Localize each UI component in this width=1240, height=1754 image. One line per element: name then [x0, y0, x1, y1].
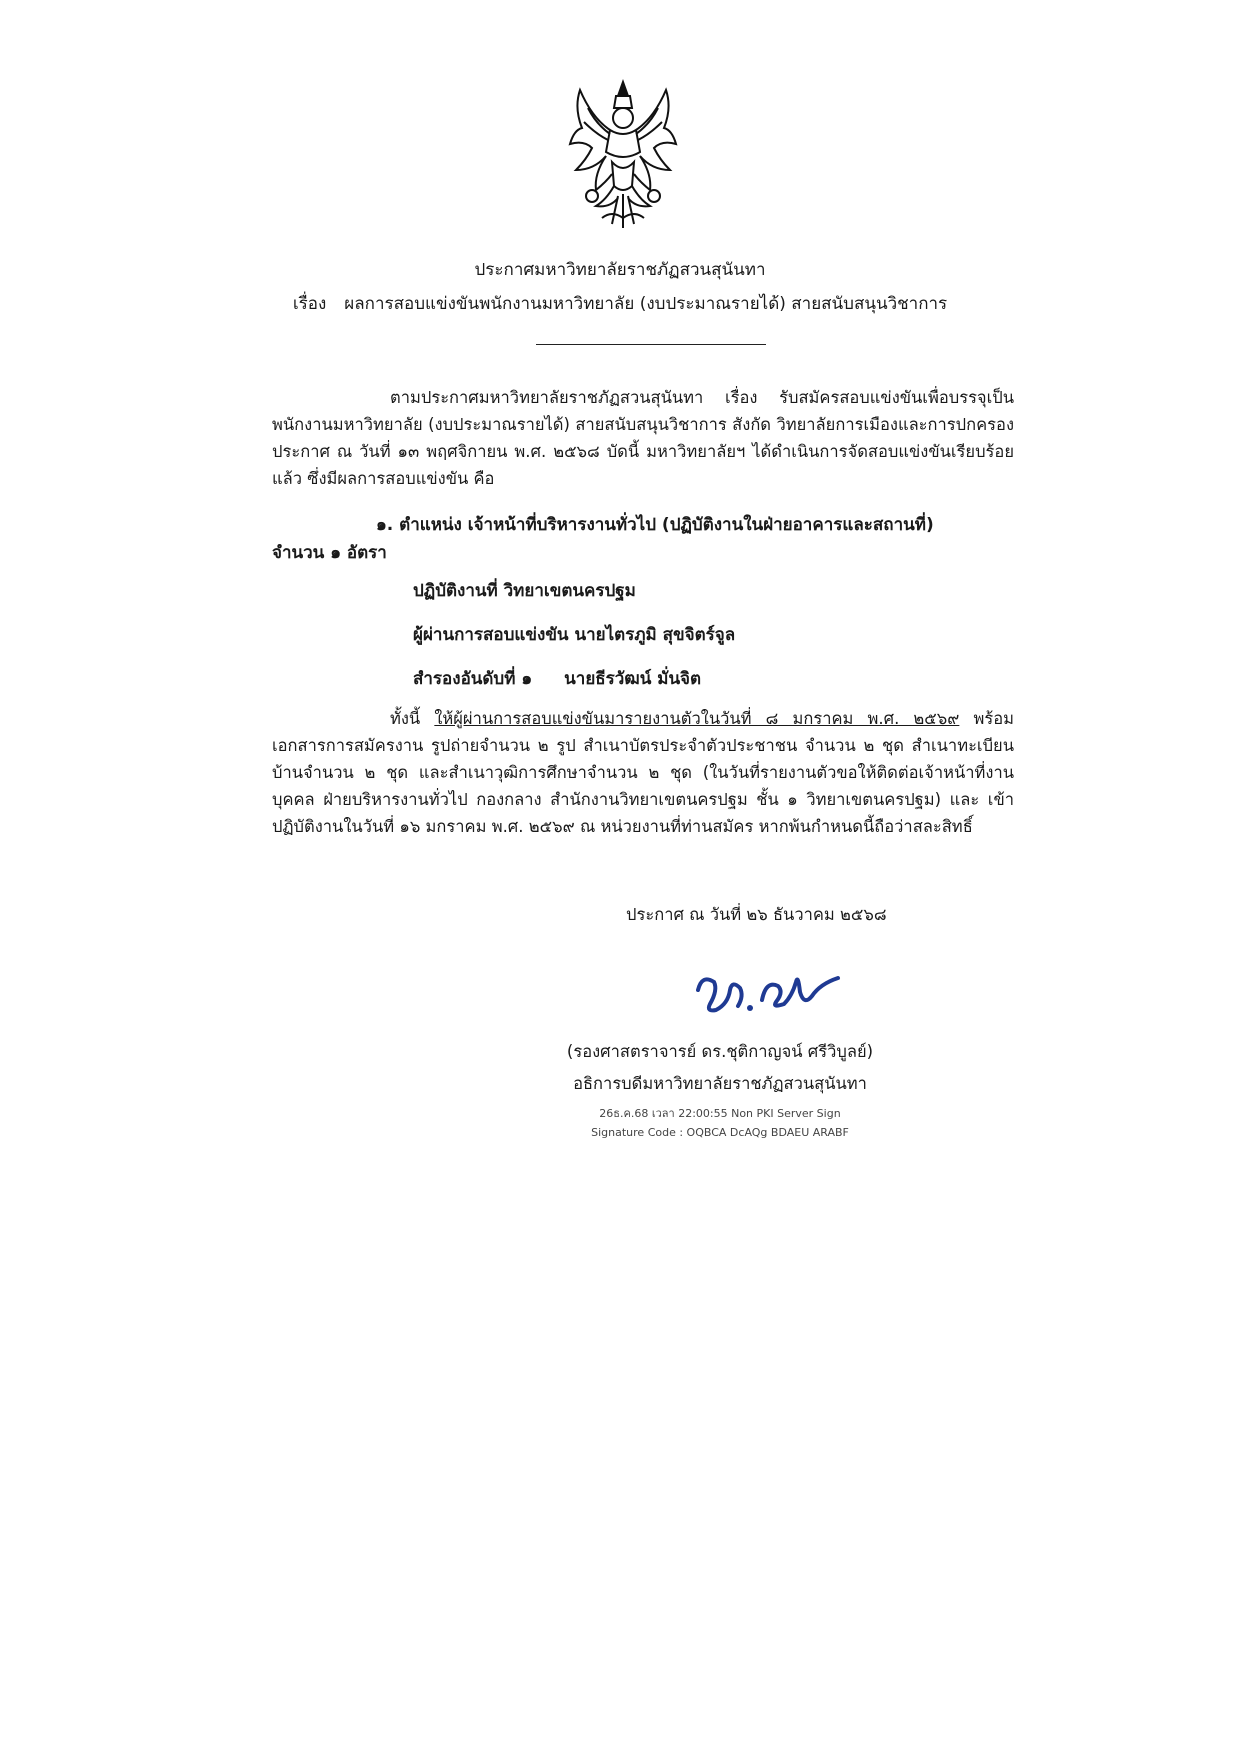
intro-text: ตามประกาศมหาวิทยาลัยราชภัฏสวนสุนันทา เรื่อง รับสมัครสอบแข่งขันเพื่อบรรจุเป็นพนักงานมหาวิทยาลัย (งบประมาณรายได้) สายสนับสนุนวิชาการ สังกัด วิทยาลัยการเมืองและการปกครอง ประกาศ ณ วันที่ ๑๓ พฤศจิกายน พ.ศ. ๒๕๖๘ บัดนี้ มหาวิทยาลัยฯ ได้ดำเนินการจัดสอบแข่งขันเรียบร้อยแล้ว ซึ่งมีผลการสอบแข่งขัน คือ: [272, 388, 1014, 488]
document-title: ประกาศมหาวิทยาลัยราชภัฏสวนสุนันทา: [474, 260, 766, 280]
signature-code: Signature Code : OQBCA DcAQg BDAEU ARABF: [591, 1126, 849, 1139]
instructions-text: พร้อมเอกสารการสมัครงาน รูปถ่ายจำนวน ๒ รูป สำเนาบัตรประจำตัวประชาชน จำนวน ๒ ชุด สำเนาทะเบียนบ้านจำนวน ๒ ชุด และสำเนาวุฒิการศึกษาจำนวน ๒ ชุด (ในวันที่รายงานตัวขอให้ติดต่อเจ้าหน้าที่งานบุคคล ฝ่ายบริหารงานทั่วไป กองกลาง สำนักงานวิทยาเขตนครปฐม ชั้น ๑ วิทยาเขตนครปฐม) และ เข้าปฏิบัติงานในวันที่ ๑๖ มกราคม พ.ศ. ๒๕๖๙ ณ หน่วยงานที่ท่านสมัคร หากพ้นกำหนดนี้ถือว่าสละสิทธิ์: [272, 709, 1014, 836]
sign-timestamp: 26ธ.ค.68 เวลา 22:00:55 Non PKI Server Sign: [599, 1107, 841, 1120]
title-divider: [536, 344, 766, 345]
announcement-date: ประกาศ ณ วันที่ ๒๖ ธันวาคม ๒๕๖๘: [626, 905, 887, 924]
intro-paragraph: [272, 384, 1014, 492]
subject-text: ผลการสอบแข่งขันพนักงานมหาวิทยาลัย (งบประมาณรายได้) สายสนับสนุนวิชาการ: [344, 294, 948, 314]
subject-label: เรื่อง: [292, 294, 327, 314]
passed-label: ผู้ผ่านการสอบแข่งขัน: [413, 625, 569, 645]
garuda-emblem-icon: [566, 78, 680, 230]
reserve-candidate-line: [413, 665, 701, 692]
instructions-paragraph: [272, 705, 1014, 840]
position-amount: จำนวน ๑ อัตรา: [272, 543, 387, 563]
document-subject: [0, 290, 1240, 317]
handwritten-signature: [688, 960, 848, 1022]
passed-name: นายไตรภูมิ สุขจิตร์จูล: [574, 625, 736, 645]
passed-candidate-line: [413, 621, 735, 648]
reserve-name: นายธีรวัฒน์ มั่นจิต: [564, 669, 702, 689]
position-heading: ๑. ตำแหน่ง เจ้าหน้าที่บริหารงานทั่วไป (ปฏิบัติงานในฝ่ายอาคารและสถานที่): [376, 515, 934, 535]
signer-name: (รองศาสตราจารย์ ดร.ชุติกาญจน์ ศรีวิบูลย์): [566, 1042, 874, 1061]
signer-title: อธิการบดีมหาวิทยาลัยราชภัฏสวนสุนันทา: [573, 1074, 867, 1093]
report-date-underlined: ให้ผู้ผ่านการสอบแข่งขันมารายงานตัวในวันที่ ๘ มกราคม พ.ศ. ๒๕๖๙: [434, 709, 960, 728]
reserve-label: สำรองอันดับที่ ๑: [413, 669, 533, 689]
workplace-line: ปฏิบัติงานที่ วิทยาเขตนครปฐม: [413, 581, 636, 601]
instructions-prefix: ทั้งนี้: [390, 709, 421, 728]
